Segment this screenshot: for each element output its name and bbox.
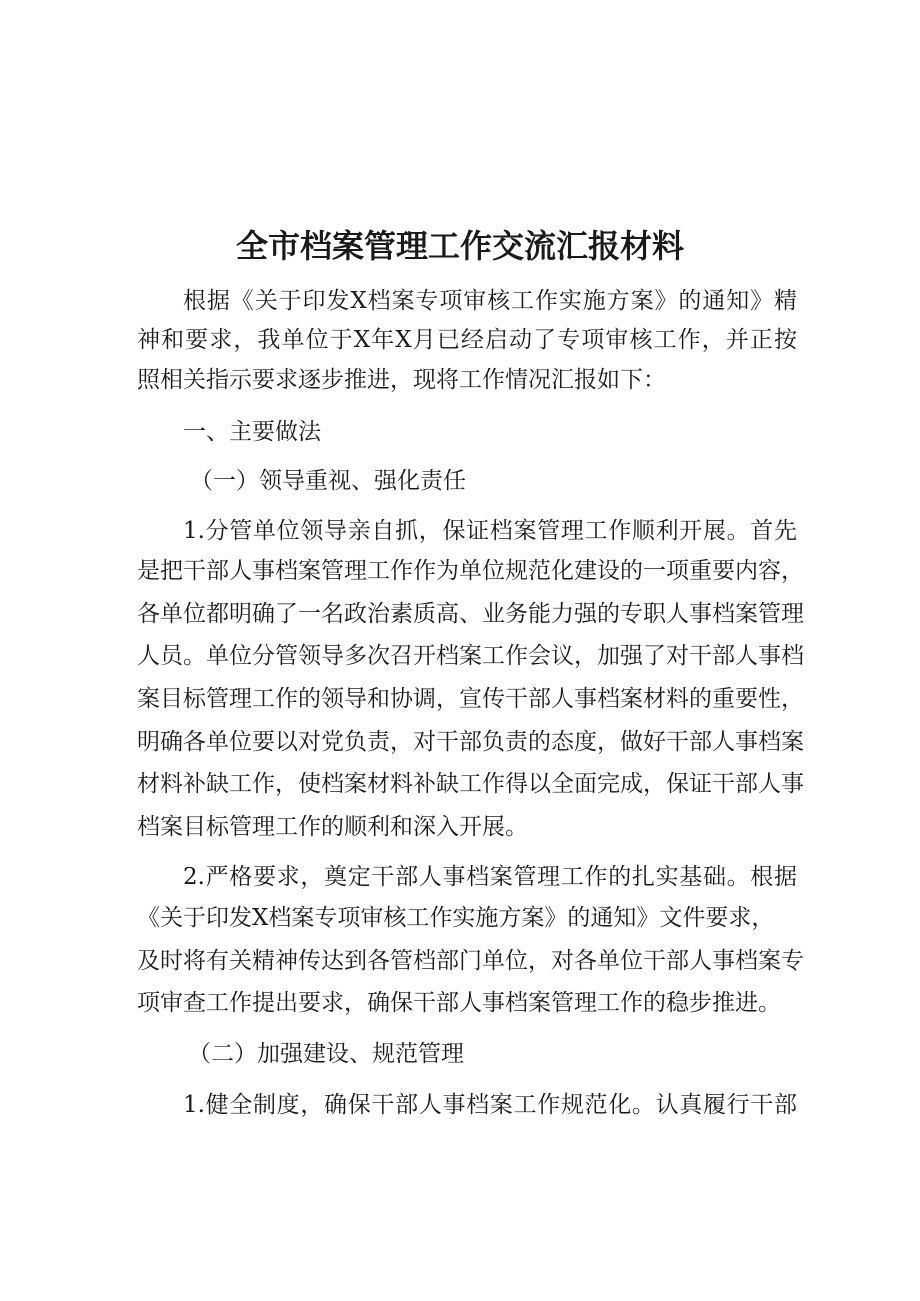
paragraph-line: 案目标管理工作的领导和协调，宣传干部人事档案材料的重要性，	[137, 686, 804, 712]
paragraph-line: 明确各单位要以对党负责，对干部负责的态度，做好干部人事档案	[137, 729, 804, 755]
paragraph-line: 照相关指示要求逐步推进，现将工作情况汇报如下：	[137, 367, 666, 393]
paragraph-line: 神和要求，我单位于X年X月已经启动了专项审核工作，并正按	[137, 327, 797, 353]
paragraph-line: 根据《关于印发X档案专项审核工作实施方案》的通知》精	[183, 288, 797, 314]
paragraph-line: 人员。单位分管领导多次召开档案工作会议，加强了对干部人事档	[137, 643, 804, 669]
paragraph-line: 档案目标管理工作的顺利和深入开展。	[137, 814, 528, 840]
paragraph-line: 材料补缺工作，使档案材料补缺工作得以全面完成，保证干部人事	[137, 771, 804, 797]
paragraph-line: 2.严格要求，奠定干部人事档案管理工作的扎实基础。根据	[183, 864, 797, 890]
paragraph-line: 各单位都明确了一名政治素质高、业务能力强的专职人事档案管理	[137, 601, 804, 627]
subsection-heading: （二）加强建设、规范管理	[188, 1041, 464, 1067]
paragraph-line: 项审查工作提出要求，确保干部人事档案管理工作的稳步推进。	[137, 990, 781, 1016]
paragraph-line: 及时将有关精神传达到各管档部门单位，对各单位干部人事档案专	[137, 948, 804, 974]
paragraph-line: 1.健全制度，确保干部人事档案工作规范化。认真履行干部	[183, 1092, 797, 1118]
document-title: 全市档案管理工作交流汇报材料	[235, 227, 684, 265]
paragraph-line: 是把干部人事档案管理工作作为单位规范化建设的一项重要内容，	[137, 558, 804, 584]
subsection-heading: （一）领导重视、强化责任	[190, 468, 466, 494]
paragraph-line: 1.分管单位领导亲自抓，保证档案管理工作顺利开展。首先	[183, 518, 797, 544]
paragraph-line: 《关于印发X档案专项审核工作实施方案》的通知》文件要求，	[137, 905, 775, 931]
section-heading: 一、主要做法	[183, 419, 321, 445]
